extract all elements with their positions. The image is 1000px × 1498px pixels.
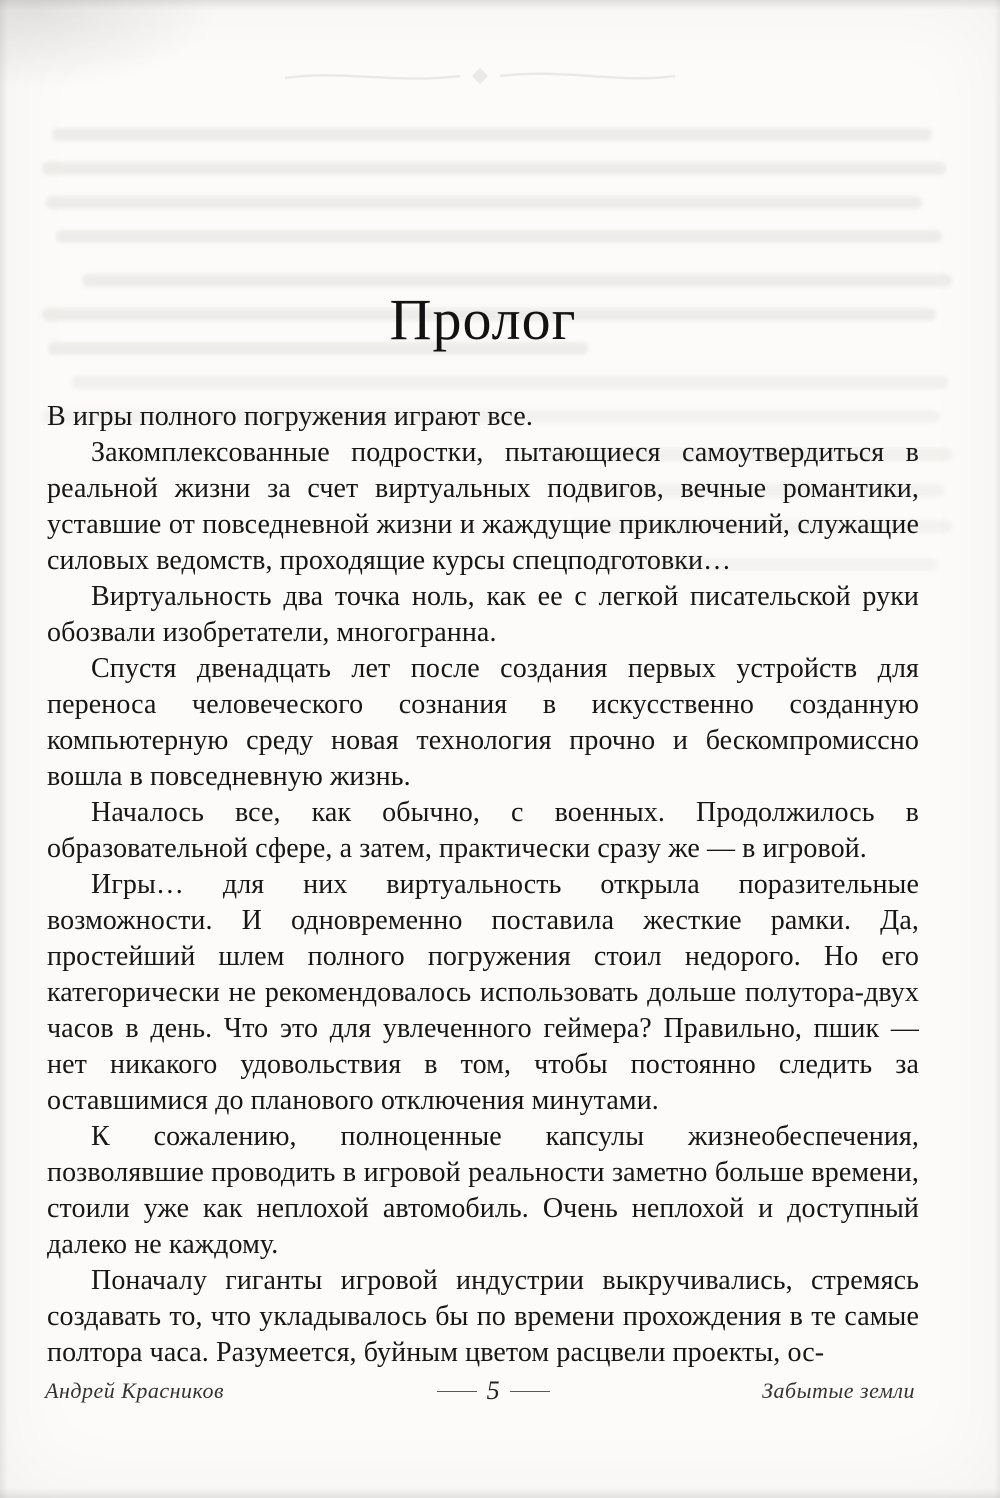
paragraph: К сожалению, полноценные капсулы жизнеобеспечения, позволявшие проводить в игровой реальности заметно больше времени, стоили уже как неплохой автомобиль. Очень неплохой и доступный далеко не каждому. [47,1121,919,1260]
chapter-heading: Пролог [389,287,577,352]
paragraph: Спустя двенадцать лет после создания первых устройств для переноса человеческого сознания в искусственно созданную компьютерную среду новая технология прочно и бескомпромиссно вошла в повседневную жизнь. [47,653,919,792]
scan-edge-right [994,0,1000,1498]
page-number-dash-right [510,1391,550,1392]
paragraph: Виртуальность два точка ноль, как ее с легкой писательской руки обозвали изобретатели, многогранна. [47,581,919,648]
scan-edge-bottom [0,1488,1000,1498]
page-footer [45,1376,915,1406]
scan-edge-left [0,0,8,1498]
page-number-dash-left [437,1391,477,1392]
page-number-value: 5 [486,1376,500,1405]
text-column [47,286,919,1371]
paragraph: Началось все, как обычно, с военных. Продолжилось в образовательной сфере, а затем, практически сразу же — в игровой. [47,797,919,864]
paragraph: Закомплексованные подростки, пытающиеся самоутвердиться в реальной жизни за счет виртуальных подвигов, вечные романтики, уставшие от повседневной жизни и жаждущие приключений, служащие силовых ведомств, проходящие курсы спецподготовки… [47,437,919,576]
footer-author: Андрей Красников [45,1378,225,1403]
paragraph: Игры… для них виртуальность открыла поразительные возможности. И одновременно поставила жесткие рамки. Да, простейший шлем полного погружения стоил недорого. Но его категорически не рекомендовалось использовать дольше полутора-двух часов в день. Что это для увлеченного геймера? Правильно, пшик — нет никакого удовольствия в том, чтобы постоянно следить за оставшимися до планового отключения минутами. [47,869,919,1116]
footer-page-number [437,1376,550,1406]
footer-book-title: Забытые земли [762,1378,915,1403]
paragraph: В игры полного погружения играют все. [47,401,533,432]
paragraph: Поначалу гиганты игровой индустрии выкручивались, стремясь создавать то, что укладывалось бы по времени прохождения в те самые полтора часа. Разумеется, буйным цветом расцвели проекты, ос- [47,1265,919,1368]
header-ornament-ghost-icon [280,58,680,94]
scan-corner-smudge [0,0,220,90]
